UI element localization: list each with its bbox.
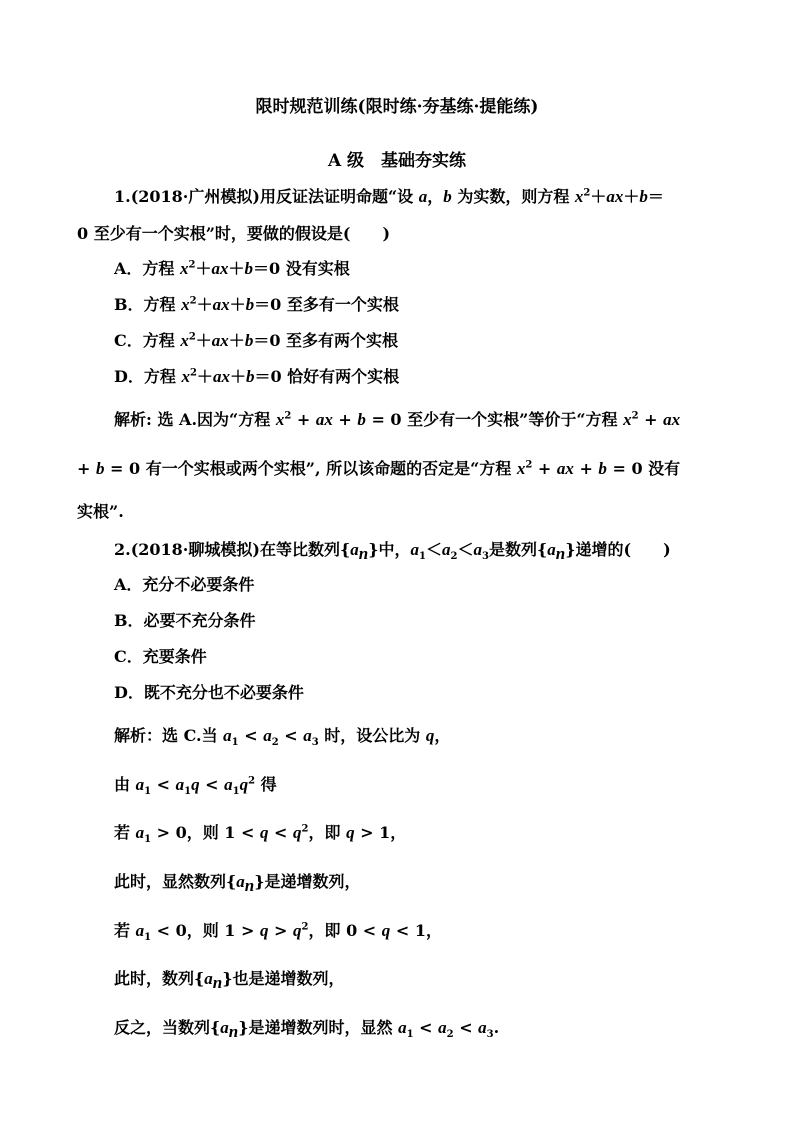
q1-option-d: D．方程 $x^2+ax+b=0$ 恰好有两个实根	[114, 367, 400, 386]
q2-solution-line-1: 解析：选 C.当 $a_1 < a_2 < a_3$ 时，设公比为 q，	[114, 726, 451, 749]
q2-solution-line-3: 若 $a_1 > 0$，则 $1 < q < q^2$，即 q > 1，	[114, 823, 407, 846]
q2-solution-line-4: 此时，显然数列$\{a_n\}$是递增数列，	[114, 872, 361, 896]
q2-option-d: D．既不充分也不必要条件	[114, 683, 304, 702]
q2-solution-line-5: 若 $a_1 < 0$，则 $1 > q > q^2$，即 0 < q < 1，	[114, 921, 442, 944]
q2-option-c: C．充要条件	[114, 647, 207, 666]
q1-option-a: A．方程 $x^2+ax+b=0$ 没有实根	[114, 259, 350, 278]
page-title: 限时规范训练(限时练·夯基练·提能练)	[255, 97, 539, 117]
q1-solution-line-2: + b = 0 有一个实根或两个实根”, 所以该命题的否定是“方程 $x^2$ + ax + b = 0 没有	[77, 459, 681, 478]
q2-solution-line-2: 由 $a_1 < a_1q < a_1q^2$ 得	[114, 775, 277, 798]
q1-option-c: C．方程 $x^2+ax+b=0$ 至多有两个实根	[114, 331, 399, 350]
q1-stem-line-2: 0 至少有一个实根”时，要做的假设是( )	[77, 224, 391, 243]
q2-solution-line-7: 反之，当数列$\{a_n\}$是递增数列时，显然 $a_1 < a_2 < a_3$.	[114, 1018, 500, 1042]
q2-stem: 2.(2018·聊城模拟)在等比数列$\{a_n\}$中，$a_1<a_2<a_3$是数列$\{a_n\}$递增的( )	[114, 540, 671, 564]
q1-stem-line-1: 1.(2018·广州模拟)用反证法证明命题“设 a，b 为实数，则方程 $x^2+ax+b=$	[114, 187, 664, 206]
q1-solution-line-1: 解析: 选 A.因为“方程 $x^2$ + ax + b = 0 至少有一个实根”等价于“方程 $x^2$ + ax	[114, 410, 681, 429]
q1-solution-line-3: 实根”.	[77, 502, 124, 521]
q2-option-b: B．必要不充分条件	[114, 611, 256, 630]
section-heading: A 级 基础夯实练	[327, 151, 467, 171]
q2-option-a: A．充分不必要条件	[114, 575, 255, 594]
q1-option-b: B．方程 $x^2+ax+b=0$ 至多有一个实根	[114, 295, 399, 314]
q2-solution-line-6: 此时，数列$\{a_n\}$也是递增数列，	[114, 969, 345, 993]
